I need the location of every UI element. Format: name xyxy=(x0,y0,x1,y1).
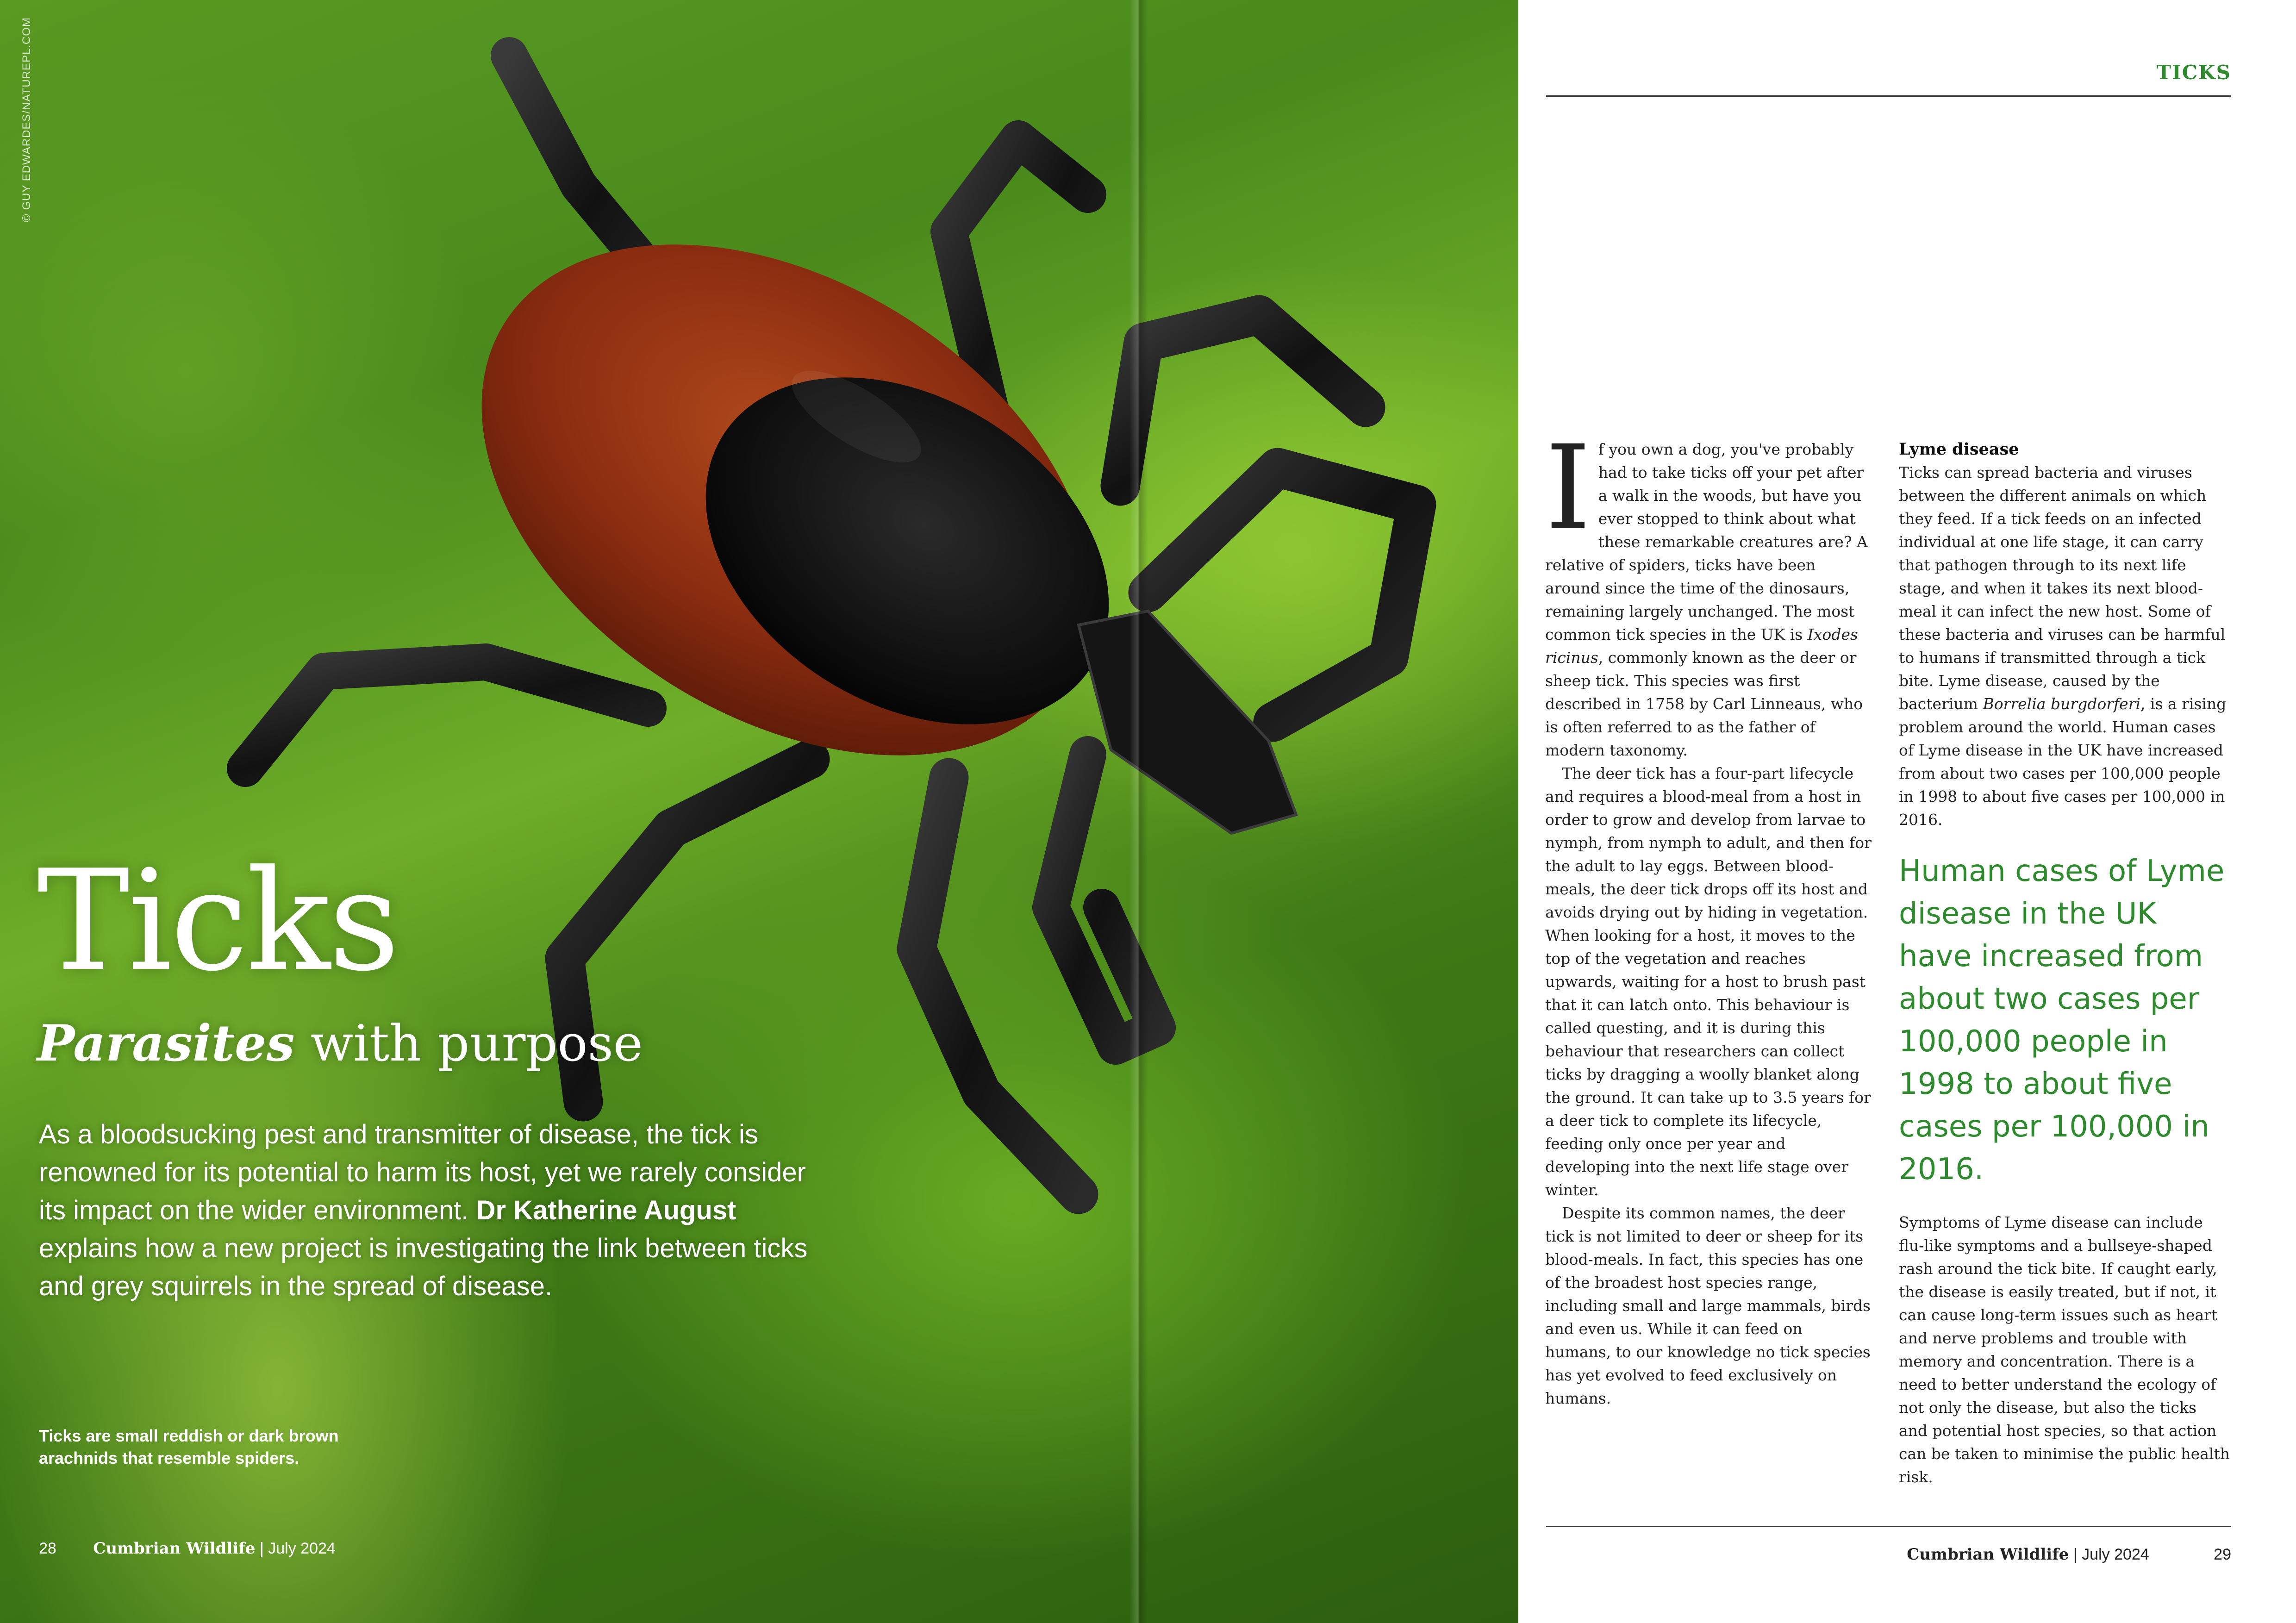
column-2 xyxy=(1899,438,2230,1489)
magazine-name-right: Cumbrian Wildlife xyxy=(1907,1545,2069,1564)
pull-quote: Human cases of Lyme disease in the UK have increased from about two cases per 100,000 people in 1998 to about five cases per 100,000 in 2016. xyxy=(1899,854,2225,1186)
standfirst-author: Dr Katherine August xyxy=(476,1195,736,1225)
footer-rule xyxy=(1546,1526,2231,1527)
issue-date-left: | July 2024 xyxy=(259,1540,336,1557)
drop-cap: I xyxy=(1545,420,1591,555)
species-name: Ixodes ricinus xyxy=(1545,625,1858,667)
paragraph-text: , is a rising problem around the world. Human cases of Lyme disease in the UK have increased from about two cases per 100,000 people in 1998 to about five cases per 100,000 in 2016. xyxy=(1899,695,2227,829)
bacterium-name: Borrelia burgdorferi xyxy=(1983,695,2141,713)
page-number-right: 29 xyxy=(2214,1546,2231,1563)
paragraph xyxy=(1545,420,1872,762)
footer-left xyxy=(39,1539,336,1558)
paragraph-text: Ticks can spread bacteria and viruses between the different animals on which they feed. If a tick feeds on an infected individual at one life stage, it can carry that pathogen through to its next life stage, and when it takes its next blood-meal it can infect the new host. Some of these bacteria and viruses can be harmful to humans if transmitted through a tick bite. Lyme disease, caused by the bacterium xyxy=(1899,463,2226,713)
paragraph: The deer tick has a four-part lifecycle and requires a blood-meal from a host in order to grow and develop from larvae to nymph, from nymph to adult, and then for the adult to lay eggs. Between blood-meals, the deer tick drops off its host and avoids drying out by hiding in vegetation. When looking for a host, it moves to the top of the vegetation and reaches upwards, waiting for a host to brush past that it can latch onto. This behaviour is called questing, and it is during this behaviour that researchers can collect ticks by dragging a woolly blanket along the ground. It can take up to 3.5 years for a deer tick to complete its lifecycle, feeding only once per year and developing into the next life stage over winter. xyxy=(1545,764,1872,1199)
standfirst-intro: As a bloodsucking pest and transmitter of disease, the tick is renowned for its potential to harm its host, yet we rarely consider its impact on the wider environment. xyxy=(39,1119,806,1225)
paragraph xyxy=(1899,461,2230,831)
section-heading: Lyme disease xyxy=(1899,440,2019,459)
article-title: Ticks xyxy=(37,840,398,1002)
article-subtitle xyxy=(37,1016,643,1072)
column-1 xyxy=(1545,420,1872,1410)
page-fold xyxy=(1129,0,1148,1623)
issue-date-right: | July 2024 xyxy=(2073,1546,2149,1563)
header-rule xyxy=(1546,95,2231,97)
photo-credit: © GUY EDWARDES/NATUREPL.COM xyxy=(20,17,33,222)
standfirst xyxy=(39,1116,821,1305)
footer-right xyxy=(1907,1545,2231,1564)
section-tag: TICKS xyxy=(2156,61,2231,84)
photo-caption: Ticks are small reddish or dark brown arachnids that resemble spiders. xyxy=(39,1426,339,1467)
paragraph: Symptoms of Lyme disease can include flu-like symptoms and a bullseye-shaped rash around the tick bite. If caught early, the disease is easily treated, but if not, it can cause long-term issues such as heart and nerve problems and trouble with memory and concentration. There is a need to better understand the ecology of not only the disease, but also the ticks and potential host species, so that action can be taken to minimise the public health risk. xyxy=(1899,1213,2230,1486)
subtitle-emphasis: Parasites xyxy=(37,1014,295,1073)
magazine-name-left: Cumbrian Wildlife xyxy=(93,1539,256,1558)
text-page xyxy=(1518,0,2296,1623)
subtitle-rest: with purpose xyxy=(310,1015,643,1073)
standfirst-outro: explains how a new project is investigating the link between ticks and grey squirrels in the spread of disease. xyxy=(39,1233,808,1301)
paragraph-text: , commonly known as the deer or sheep tick. This species was first described in 1758 by Carl Linneaus, who is often referred to as the father of modern taxonomy. xyxy=(1545,649,1863,759)
paragraph-text: f you own a dog, you've probably had to take ticks off your pet after a walk in the woods, but have you ever stopped to think about what these remarkable creatures are? A relative of spiders, ticks have been around since the time of the dinosaurs, remaining largely unchanged. The most common tick species in the UK is xyxy=(1545,440,1868,643)
paragraph: Despite its common names, the deer tick is not limited to deer or sheep for its blood-meals. In fact, this species has one of the broadest host species range, including small and large mammals, birds and even us. While it can feed on humans, to our knowledge no tick species has yet evolved to feed exclusively on humans. xyxy=(1545,1204,1871,1407)
page-number-left: 28 xyxy=(39,1540,56,1557)
